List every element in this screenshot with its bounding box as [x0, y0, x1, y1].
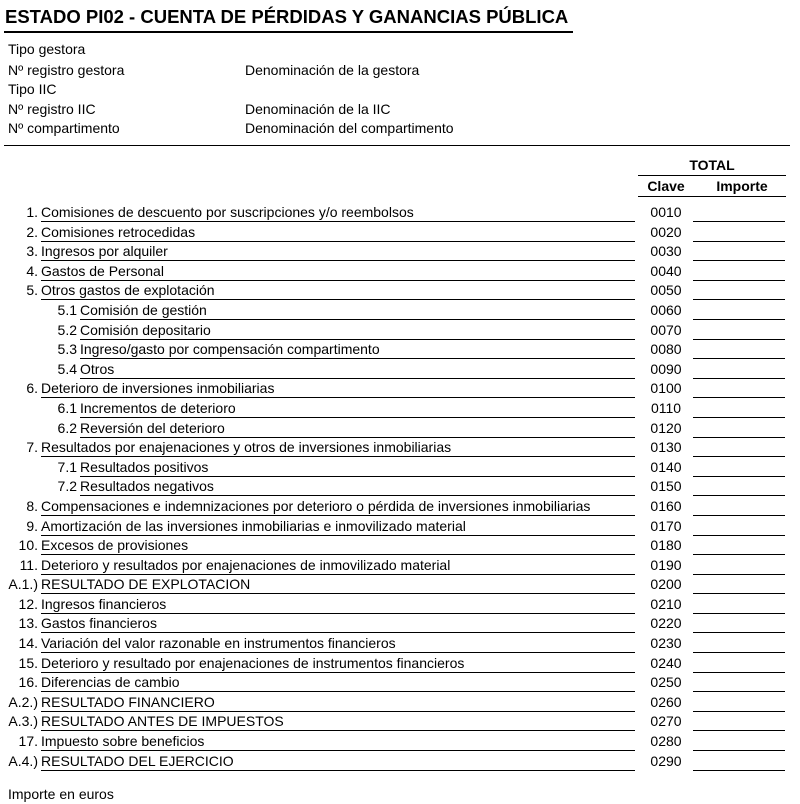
row-importe-field[interactable] [693, 753, 785, 771]
row-importe-field[interactable] [693, 380, 785, 398]
row-number: 3. [26, 243, 38, 260]
row-clave: 0100 [650, 380, 682, 397]
table-row [0, 497, 800, 517]
row-label: Impuesto sobre beneficios [41, 733, 635, 751]
table-row [0, 262, 800, 282]
row-clave: 0280 [650, 733, 682, 750]
row-clave: 0050 [650, 282, 682, 299]
page-title: ESTADO PI02 - CUENTA DE PÉRDIDAS Y GANANCIAS PÚBLICA [5, 6, 569, 27]
row-number: A.3.) [8, 713, 38, 730]
row-number: 6. [26, 380, 38, 397]
row-importe-field[interactable] [693, 361, 785, 379]
row-label: RESULTADO FINANCIERO [41, 694, 635, 712]
row-clave: 0270 [650, 713, 682, 730]
row-number: 17. [18, 733, 38, 750]
row-label: Deterioro y resultado por enajenaciones de instrumentos financieros [41, 655, 635, 673]
row-label: Reversión del deterioro [80, 420, 635, 438]
total-column-header: TOTAL [689, 157, 735, 173]
table-row [0, 693, 800, 713]
row-clave: 0080 [650, 341, 682, 358]
table-row [0, 223, 800, 243]
row-label: Comisiones retrocedidas [41, 224, 635, 242]
tipo-gestora-label: Tipo gestora [8, 41, 86, 57]
row-clave: 0150 [650, 478, 682, 495]
table-row [0, 399, 800, 419]
row-clave: 0160 [650, 497, 682, 514]
row-importe-field[interactable] [693, 302, 785, 320]
row-number: 8. [26, 497, 38, 514]
row-importe-field[interactable] [693, 439, 785, 457]
table-row [0, 752, 800, 772]
row-number: 15. [18, 654, 38, 671]
row-importe-field[interactable] [693, 341, 785, 359]
row-clave: 0170 [650, 517, 682, 534]
row-importe-field[interactable] [693, 596, 785, 614]
row-clave: 0140 [650, 458, 682, 475]
row-number: 10. [18, 537, 38, 554]
row-number: 5.3 [57, 341, 77, 358]
table-row [0, 556, 800, 576]
title-underline [4, 31, 573, 33]
table-row [0, 536, 800, 556]
row-clave: 0290 [650, 752, 682, 769]
row-number: 7. [26, 439, 38, 456]
row-label: RESULTADO DEL EJERCICIO [41, 753, 635, 771]
table-row [0, 242, 800, 262]
row-clave: 0070 [650, 321, 682, 338]
row-label: Ingresos por alquiler [41, 243, 635, 261]
table-row [0, 203, 800, 223]
clave-column-header: Clave [647, 178, 685, 194]
table-row [0, 360, 800, 380]
row-number: 5. [26, 282, 38, 299]
row-number: 9. [26, 517, 38, 534]
table-row [0, 634, 800, 654]
row-importe-field[interactable] [693, 322, 785, 340]
row-label: Otros [80, 361, 635, 379]
row-importe-field[interactable] [693, 518, 785, 536]
table-row [0, 321, 800, 341]
row-clave: 0130 [650, 439, 682, 456]
denominacion-iic-label: Denominación de la IIC [245, 101, 391, 117]
total-header-rule [638, 175, 786, 176]
row-clave: 0180 [650, 537, 682, 554]
row-clave: 0060 [650, 301, 682, 318]
row-number: 6.2 [57, 419, 77, 436]
row-label: Excesos de provisiones [41, 537, 635, 555]
table-row [0, 281, 800, 301]
table-row [0, 654, 800, 674]
table-row [0, 595, 800, 615]
row-importe-field[interactable] [693, 537, 785, 555]
row-number: 4. [26, 262, 38, 279]
table-row [0, 712, 800, 732]
row-importe-field[interactable] [693, 713, 785, 731]
row-clave: 0110 [650, 399, 682, 416]
row-clave: 0250 [650, 674, 682, 691]
row-importe-field[interactable] [693, 204, 785, 222]
row-clave: 0230 [650, 635, 682, 652]
row-number: 12. [18, 595, 38, 612]
row-label: Compensaciones e indemnizaciones por deterioro o pérdida de inversiones inmobiliarias [41, 498, 635, 516]
table-row [0, 419, 800, 439]
row-label: Deterioro y resultados por enajenaciones de inmovilizado material [41, 557, 635, 575]
row-number: 7.1 [57, 458, 77, 475]
table-row [0, 575, 800, 595]
row-importe-field[interactable] [693, 655, 785, 673]
row-label: Ingreso/gasto por compensación compartimento [80, 341, 635, 359]
row-importe-field[interactable] [693, 576, 785, 594]
row-clave: 0210 [650, 595, 682, 612]
row-importe-field[interactable] [693, 635, 785, 653]
row-label: Comisión depositario [80, 322, 635, 340]
row-label: Deterioro de inversiones inmobiliarias [41, 380, 635, 398]
row-number: 2. [26, 223, 38, 240]
table-row [0, 340, 800, 360]
row-label: Resultados positivos [80, 459, 635, 477]
row-importe-field[interactable] [693, 263, 785, 281]
row-number: A.2.) [8, 693, 38, 710]
compartimento-label: Nº compartimento [8, 120, 120, 136]
row-number: 14. [18, 635, 38, 652]
row-importe-field[interactable] [693, 282, 785, 300]
registro-gestora-label: Nº registro gestora [8, 62, 125, 78]
row-label: RESULTADO DE EXPLOTACION [41, 576, 635, 594]
importe-column-header: Importe [716, 178, 768, 194]
denominacion-compartimento-label: Denominación del compartimento [245, 120, 454, 136]
row-clave: 0120 [650, 419, 682, 436]
row-number: 7.2 [57, 478, 77, 495]
row-label: Otros gastos de explotación [41, 282, 635, 300]
row-label: Resultados por enajenaciones y otros de inversiones inmobiliarias [41, 439, 635, 457]
denominacion-gestora-label: Denominación de la gestora [245, 62, 420, 78]
row-clave: 0030 [650, 243, 682, 260]
row-importe-field[interactable] [693, 420, 785, 438]
currency-note: Importe en euros [8, 786, 114, 802]
row-importe-field[interactable] [693, 400, 785, 418]
row-number: 6.1 [57, 399, 77, 416]
row-clave: 0240 [650, 654, 682, 671]
row-importe-field[interactable] [693, 615, 785, 633]
row-clave: 0010 [650, 204, 682, 220]
row-importe-field[interactable] [693, 243, 785, 261]
table-row [0, 673, 800, 693]
tipo-iic-label: Tipo IIC [8, 81, 57, 97]
row-clave: 0040 [650, 262, 682, 279]
table-row [0, 477, 800, 497]
column-header-rule [638, 196, 786, 197]
row-importe-field[interactable] [693, 459, 785, 477]
table-row [0, 517, 800, 537]
row-label: Variación del valor razonable en instrumentos financieros [41, 635, 635, 653]
row-label: Amortización de las inversiones inmobiliarias e inmovilizado material [41, 518, 635, 536]
row-label: Ingresos financieros [41, 596, 635, 614]
row-number: 11. [19, 556, 38, 573]
table-row [0, 301, 800, 321]
header-divider [4, 145, 790, 146]
row-label: Incrementos de deterioro [80, 400, 635, 418]
row-number: 1. [26, 204, 38, 220]
table-row [0, 379, 800, 399]
row-label: Gastos de Personal [41, 263, 635, 281]
row-label: Diferencias de cambio [41, 674, 635, 692]
table-row [0, 458, 800, 478]
row-importe-field[interactable] [693, 694, 785, 712]
row-clave: 0090 [650, 360, 682, 377]
row-label: Comisión de gestión [80, 302, 635, 320]
row-clave: 0020 [650, 223, 682, 240]
row-label: Gastos financieros [41, 615, 635, 633]
table-row [0, 438, 800, 458]
row-label: Comisiones de descuento por suscripciones y/o reembolsos [41, 204, 635, 222]
table-row [0, 614, 800, 634]
row-number: 5.4 [57, 360, 77, 377]
row-clave: 0260 [650, 693, 682, 710]
row-importe-field[interactable] [693, 557, 785, 575]
row-importe-field[interactable] [693, 498, 785, 516]
row-clave: 0220 [650, 615, 682, 632]
statement-table [0, 203, 800, 771]
registro-iic-label: Nº registro IIC [8, 101, 96, 117]
row-label: Resultados negativos [80, 478, 635, 496]
row-number: 5.1 [57, 301, 77, 318]
row-importe-field[interactable] [693, 224, 785, 242]
row-importe-field[interactable] [693, 733, 785, 751]
row-importe-field[interactable] [693, 478, 785, 496]
row-number: A.1.) [8, 576, 38, 593]
row-number: 13. [18, 615, 38, 632]
row-clave: 0200 [650, 576, 682, 593]
row-number: A.4.) [8, 752, 38, 769]
row-clave: 0190 [650, 556, 682, 573]
row-number: 16. [18, 674, 38, 691]
row-label: RESULTADO ANTES DE IMPUESTOS [41, 713, 635, 731]
table-row [0, 732, 800, 752]
row-importe-field[interactable] [693, 674, 785, 692]
row-number: 5.2 [57, 321, 77, 338]
